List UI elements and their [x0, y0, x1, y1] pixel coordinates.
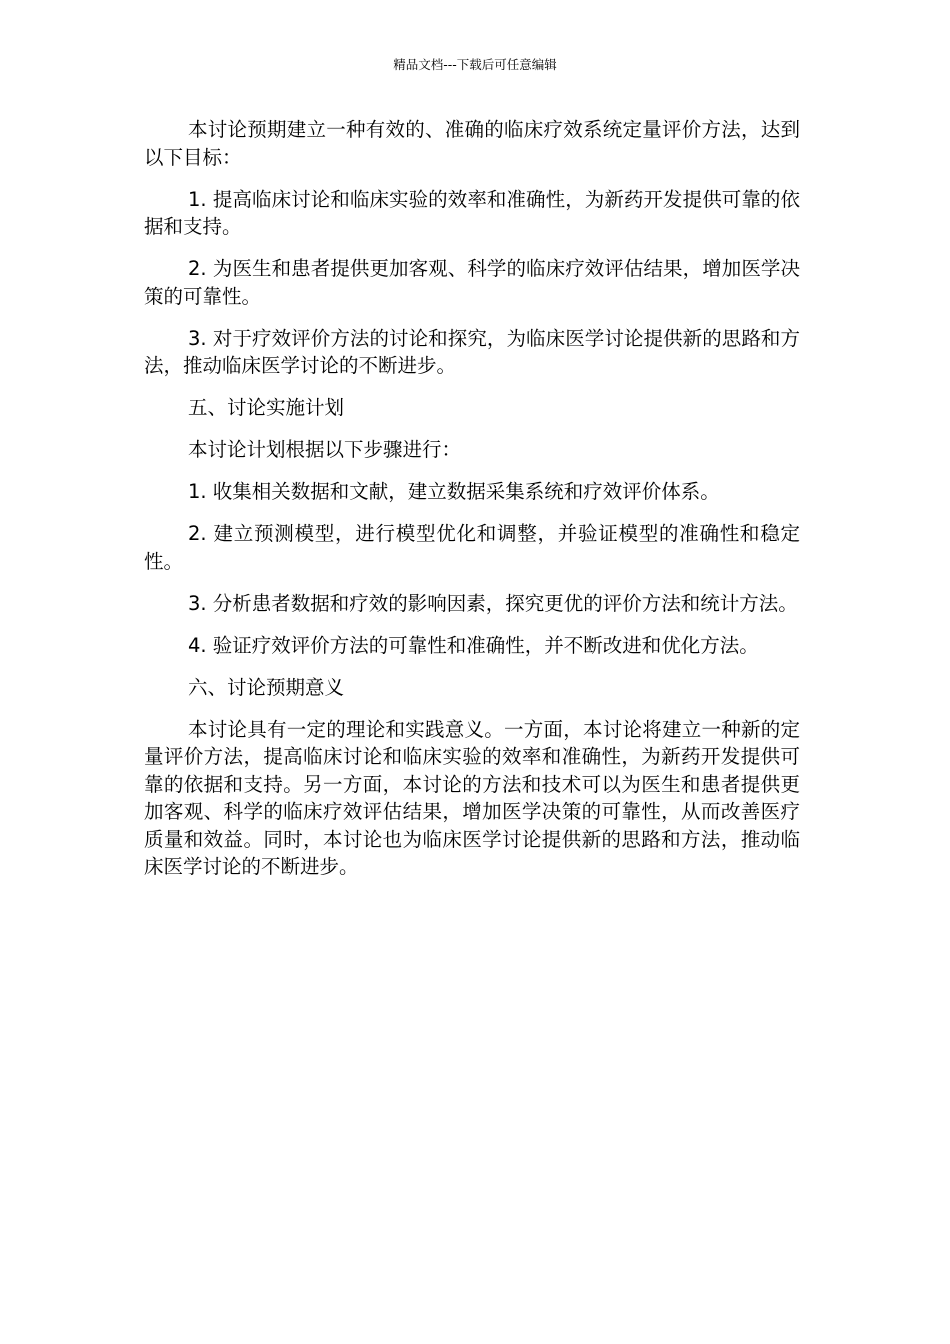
significance-paragraph: 本讨论具有一定的理论和实践意义。一方面，本讨论将建立一种新的定量评价方法，提高临床讨论和临床实验的效率和准确性，为新药开发提供可靠的依据和支持。另一方面，本讨论的方法和技术可以为医生和患者提供更加客观、科学的临床疗效评估结果，增加医学决策的可靠性，从而改善医疗质量和效益。同时，本讨论也为临床医学讨论提供新的思路和方法，推动临床医学讨论的不断进步。: [144, 717, 800, 878]
goal-item-3: 3. 对于疗效评价方法的讨论和探究，为临床医学讨论提供新的思路和方法，推动临床医学讨论的不断进步。: [144, 326, 800, 377]
page-header: 精品文档---下载后可任意编辑: [393, 57, 557, 72]
section-5-heading: 五、讨论实施计划: [188, 396, 345, 419]
goal-item-2: 2. 为医生和患者提供更加客观、科学的临床疗效评估结果，增加医学决策的可靠性。: [144, 257, 800, 308]
document-body: [144, 116, 800, 895]
plan-step-1: 1. 收集相关数据和文献，建立数据采集系统和疗效评价体系。: [188, 480, 720, 503]
plan-step-3: 3. 分析患者数据和疗效的影响因素，探究更优的评价方法和统计方法。: [188, 591, 798, 615]
plan-step-2: 2. 建立预测模型，进行模型优化和调整，并验证模型的准确性和稳定性。: [144, 522, 800, 573]
plan-step-4: 4. 验证疗效评价方法的可靠性和准确性，并不断改进和优化方法。: [188, 633, 759, 657]
goal-item-1: 1. 提高临床讨论和临床实验的效率和准确性，为新药开发提供可靠的依据和支持。: [144, 187, 800, 238]
plan-intro-paragraph: 本讨论计划根据以下步骤进行：: [188, 438, 462, 461]
section-6-heading: 六、讨论预期意义: [188, 675, 345, 699]
intro-paragraph: 本讨论预期建立一种有效的、准确的临床疗效系统定量评价方法，达到以下目标：: [144, 118, 800, 169]
